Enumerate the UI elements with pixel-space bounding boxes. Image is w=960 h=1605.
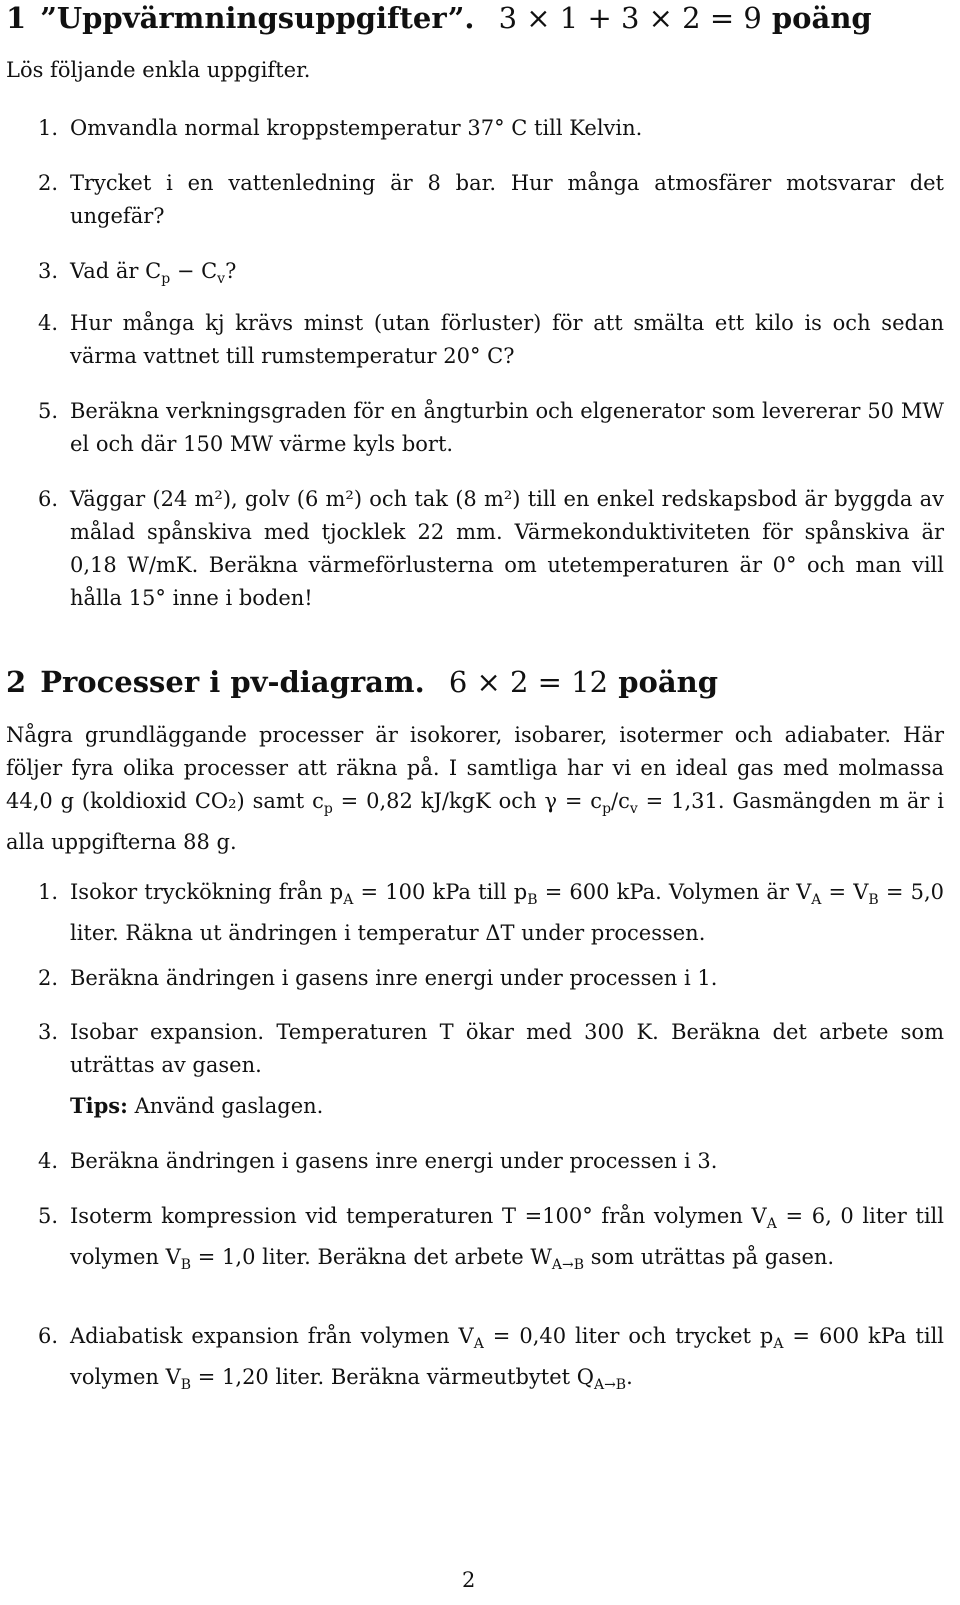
section-2-points-label: poäng — [618, 665, 718, 699]
section-2-number: 2 — [6, 665, 27, 699]
item-number: 1. — [38, 116, 59, 140]
section-2-heading — [6, 664, 718, 700]
item-number: 2. — [38, 171, 59, 195]
item-text: Beräkna ändringen i gasens inre energi under processen i 1. — [70, 966, 718, 990]
page-number: 2 — [462, 1568, 476, 1592]
section-1-heading — [6, 0, 872, 36]
item-text: Vad är $C_p - C_v$? — [70, 259, 237, 288]
item-number: 5. — [38, 1204, 59, 1228]
section-2-intro: Några grundläggande processer är isokorer, isobarer, isotermer och adiabater. Här följer fyra olika processer att räkna på. I samtliga har vi en ideal gas med molmassa 44,0 g (koldioxid CO₂) samt $c_p = 0,82$ kJ/kgK och $\gamma = c_p/c_v = 1,31$. Gasmängden m är i alla uppgifterna 88 g. — [6, 723, 944, 855]
section-1-title: ”Uppvärmningsuppgifter”. — [40, 1, 475, 35]
section-1-points: 3 × 1 + 3 × 2 = 9 — [498, 1, 762, 35]
section-1-points-label: poäng — [771, 1, 872, 35]
section-1-intro: Lös följande enkla uppgifter. — [6, 58, 311, 82]
section-2-title: Processer i pv-diagram. — [40, 665, 425, 699]
item-number: 5. — [38, 399, 59, 423]
tips-text: Använd gaslagen. — [134, 1094, 324, 1118]
item-text: Hur många kj krävs minst (utan förluster) för att smälta ett kilo is och sedan värma vattnet till rumstemperatur 20° C? — [70, 311, 944, 368]
item-text: Isoterm kompression vid temperaturen T =100° från volymen $V_A = 6$, 0 liter till volymen $V_B = 1,0$ liter. Beräkna det arbete $W_{A\to B}$ som uträttas på gasen. — [70, 1204, 944, 1274]
item-number: 4. — [38, 311, 59, 335]
item-text: Isobar expansion. Temperaturen T ökar med 300 K. Beräkna det arbete som uträttas av gasen. — [70, 1020, 944, 1077]
item-number: 4. — [38, 1149, 59, 1173]
item-number: 1. — [38, 880, 59, 904]
item-number: 3. — [38, 1020, 59, 1044]
item-text: Trycket i en vattenledning är 8 bar. Hur många atmosfärer motsvarar det ungefär? — [70, 171, 944, 228]
section-2-points: 6 × 2 = 12 — [448, 665, 609, 699]
item-number: 6. — [38, 487, 59, 511]
item-text: Beräkna ändringen i gasens inre energi under processen i 3. — [70, 1149, 718, 1173]
item-text: Beräkna verkningsgraden för en ångturbin och elgenerator som levererar 50 MW el och där 150 MW värme kyls bort. — [70, 399, 944, 456]
item-text: Adiabatisk expansion från volymen $V_A = 0,40$ liter och trycket $p_A = 600$ kPa till volymen $V_B = 1,20$ liter. Beräkna värmeutbytet $Q_{A\to B}$. — [70, 1324, 945, 1394]
item-text: Omvandla normal kroppstemperatur 37° C till Kelvin. — [70, 116, 643, 140]
tips-label: Tips: — [70, 1093, 128, 1118]
section-1-number: 1 — [6, 1, 27, 35]
item-number: 2. — [38, 966, 59, 990]
item-text: Isokor tryckökning från $p_A = 100$ kPa till $p_B = 600$ kPa. Volymen är $V_A = V_B = 5,0$ liter. Räkna ut ändringen i temperatur ΔT under processen. — [70, 880, 944, 946]
item-text: Väggar (24 m²), golv (6 m²) och tak (8 m²) till en enkel redskapsbod är byggda av målad spånskiva med tjocklek 22 mm. Värmekonduktiviteten för spånskiva är 0,18 W/mK. Beräkna värmeförlusterna om utetemperaturen är 0° och man vill hålla 15° inne i boden! — [70, 487, 944, 610]
item-number: 3. — [38, 259, 59, 283]
item-number: 6. — [38, 1324, 59, 1348]
